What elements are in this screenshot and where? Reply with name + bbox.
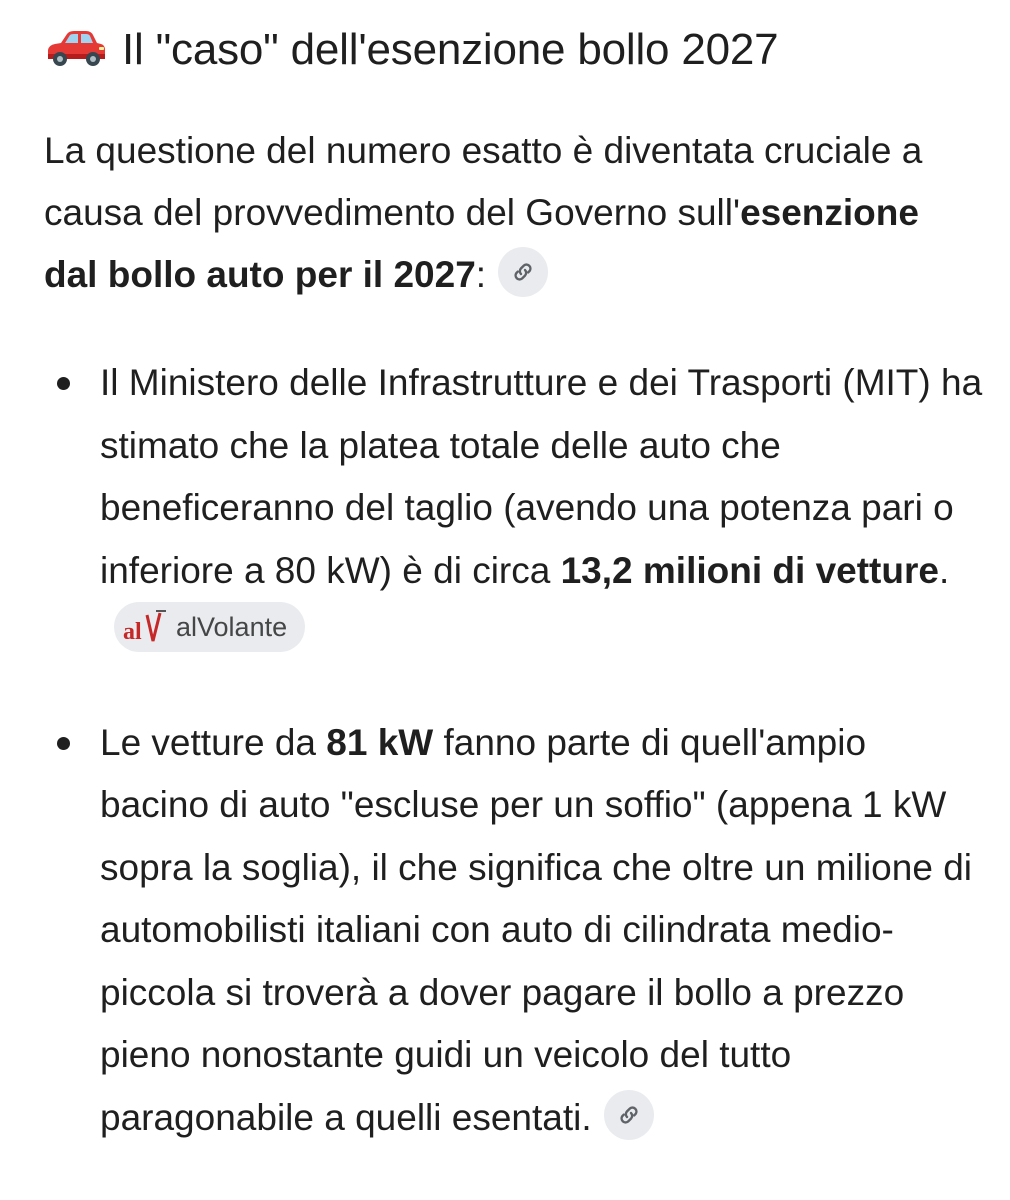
bullet-text: Le vetture da <box>100 721 327 763</box>
source-chip-label: alVolante <box>176 612 288 642</box>
intro-bold-text: esenzione dal bollo auto per il 2027 <box>44 192 919 295</box>
citation-link-button[interactable] <box>498 247 548 297</box>
link-icon <box>617 1103 641 1127</box>
bullet-text-end: fanno parte di quell'ampio bacino di auto "escluse per un soffio" (appena 1 kW sopra la soglia), il che significa che oltre un milione di automobilisti italiani con auto di cilindrata medio-piccola si troverà a dover pagare il bollo a prezzo pieno nonostante guidi un veicolo del tutto paragonabile a quelli esentati. <box>100 721 972 1138</box>
alvolante-logo <box>122 607 168 647</box>
list-item <box>44 352 984 670</box>
bullet-text-end: . <box>938 549 950 591</box>
heading-title: Il "caso" dell'esenzione bollo 2027 <box>122 25 779 74</box>
intro-paragraph <box>44 120 964 306</box>
link-icon <box>511 260 535 284</box>
bullet-bold-text: 13,2 milioni di vetture <box>560 549 939 591</box>
intro-text: La questione del numero esatto è diventata cruciale a causa del provvedimento del Governo sull' <box>44 130 923 233</box>
source-chip-alvolante[interactable] <box>114 602 305 652</box>
svg-text:al: al <box>123 619 142 645</box>
bullet-text: Il Ministero delle Infrastrutture e dei Trasporti (MIT) ha stimato che la platea totale delle auto che beneficeranno del taglio (avendo una potenza pari o inferiore a 80 kW) è di circa <box>100 362 983 591</box>
bullet-list <box>44 352 984 1149</box>
section-heading <box>44 18 778 82</box>
bullet-bold-text: 81 kW <box>326 721 434 763</box>
citation-link-button[interactable] <box>604 1090 654 1140</box>
red-car-icon <box>44 28 108 68</box>
list-item <box>44 712 984 1150</box>
bullet-dot <box>57 737 70 750</box>
intro-text-end: : <box>475 254 487 295</box>
bullet-dot <box>57 377 70 390</box>
